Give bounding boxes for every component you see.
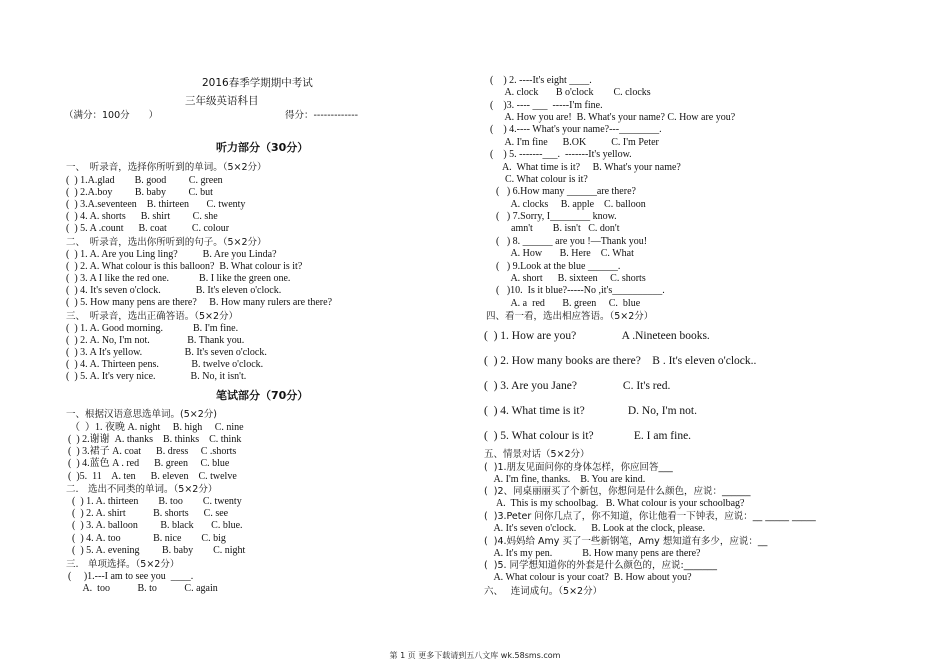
right-line: C. What colour is it?	[490, 174, 588, 185]
left-line: 笔试部分（70分）	[216, 389, 309, 402]
left-line: ( ) 1. A. Are you Ling ling? B. Are you Linda?	[66, 249, 277, 260]
right-line: ( )2、同桌丽丽买了个新包，你想问是什么颜色，应说：______	[484, 486, 751, 497]
left-line: ( ) 2. A. No, I'm not. B. Thank you.	[66, 335, 245, 346]
right-line: amn't B. isn't C. don't	[496, 223, 620, 234]
left-line: ( ) 3.A.seventeen B. thirteen C. twenty	[66, 199, 246, 210]
right-line: A. I'm fine, thanks. B. You are kind.	[484, 474, 646, 485]
score-field: 得分：-------------	[285, 110, 359, 121]
right-line: 六、 连词成句。（5×2分）	[484, 586, 603, 597]
right-line: 五、情景对话（5×2分）	[484, 449, 590, 460]
left-line: 听力部分（30分）	[216, 141, 309, 154]
left-line: ( ) 4.蓝色 A . red B. green C. blue	[68, 458, 230, 469]
left-line: ( ) 3. A It's yellow. B. It's seven o'clock.	[66, 347, 267, 358]
right-line: ( )3. ---- ___ -----I'm fine.	[490, 100, 603, 111]
right-line: ( )10. Is it blue?-----No ,it's__________.	[496, 285, 665, 296]
right-line: ( )1.朋友见面问你的身体怎样，你应回答___	[484, 462, 673, 473]
right-line: ( )4.妈妈给 Amy 买了一些新钢笔，Amy 想知道有多少，应说：__	[484, 536, 768, 547]
left-line: ( ) 3. A. balloon B. black C. blue.	[72, 520, 243, 531]
left-line: ( ) 2. A. shirt B. shorts C. see	[72, 508, 229, 519]
right-line: 四、看一看，选出相应答语。（5×2分）	[486, 311, 654, 322]
left-line: ( ) 5. A. It's very nice. B. No, it isn't.	[66, 371, 247, 382]
left-line: 一、根据汉语意思选单词。(5×2分)	[66, 409, 217, 420]
exam-title: 2016春季学期期中考试	[202, 77, 313, 89]
left-line: 二、 听录音，选出你所听到的句子。（5×2分）	[66, 237, 267, 248]
left-line: ( ) 4. A. too B. nice C. big	[72, 533, 226, 544]
left-line: ( ) 2.谢谢 A. thanks B. thinks C. think	[68, 434, 242, 445]
left-line: ( ) 5. A. evening B. baby C. night	[72, 545, 246, 556]
left-line: A. too B. to C. again	[68, 583, 218, 594]
right-line: ( )3.Peter 问你几点了，你不知道，你让他看一下钟表，应说：__ _____ _____	[484, 511, 816, 522]
right-line: ( ) 8. ______ are you !—Thank you!	[496, 236, 648, 247]
right-line: ( ) 9.Look at the blue ______.	[496, 261, 621, 272]
left-line: ( ) 5. How many pens are there? B. How many rulers are there?	[66, 297, 333, 308]
left-line: ( ) 4. A. Thirteen pens. B. twelve o'clock.	[66, 359, 264, 370]
right-line: A. short B. sixteen C. shorts	[496, 273, 646, 284]
left-line: 一、 听录音，选择你所听到的单词。（5×2分）	[66, 162, 267, 173]
right-line: A. It's my pen. B. How many pens are there?	[484, 548, 701, 559]
full-score: （满分：100分 ）	[64, 110, 159, 121]
right-line: ( ) 5. -------___. -------It's yellow.	[490, 149, 632, 160]
right-line: A. What colour is your coat? B. How about you?	[484, 572, 692, 583]
exam-subtitle: 三年级英语科目	[185, 95, 259, 107]
right-line: ( ) 4. What time is it? D. No, I'm not.	[484, 405, 697, 417]
right-line: ( ) 3. Are you Jane? C. It's red.	[484, 380, 671, 392]
left-line: ( ) 1. A. Good morning. B. I'm fine.	[66, 323, 239, 334]
right-line: A. I'm fine B.OK C. I'm Peter	[490, 137, 659, 148]
right-line: ( ) 4.---- What's your name?---________.	[490, 124, 662, 135]
right-line: A. clock B o'clock C. clocks	[490, 87, 651, 98]
right-line: A. a red B. green C. blue	[496, 298, 641, 309]
left-line: ( ) 3.裙子 A. coat B. dress C .shorts	[68, 446, 237, 457]
right-line: A. This is my schoolbag. B. What colour is your schoolbag?	[484, 498, 745, 509]
left-line: ( ) 4. A. shorts B. shirt C. she	[66, 211, 218, 222]
left-line: ( )5. 11 A. ten B. eleven C. twelve	[68, 471, 237, 482]
right-line: ( ) 6.How many ______are there?	[496, 186, 636, 197]
right-line: A. How you are! B. What's your name? C. How are you?	[490, 112, 736, 123]
right-line: ( )5. 同学想知道你的外套是什么颜色的，应说:_______	[484, 560, 717, 571]
left-line: ( )1.---I am to see you ____.	[68, 571, 194, 582]
left-line: （ ）1. 夜晚 A. night B. high C. nine	[70, 422, 244, 433]
left-line: 三. 单项选择。（5×2分）	[66, 559, 180, 570]
right-line: A. How B. Here C. What	[496, 248, 634, 259]
right-line: ( ) 7.Sorry, I________ know.	[496, 211, 617, 222]
left-line: ( ) 1.A.glad B. good C. green	[66, 175, 223, 186]
right-line: ( ) 2. How many books are there? B . It's eleven o'clock..	[484, 355, 757, 367]
right-line: ( ) 2. ----It's eight ____.	[490, 75, 592, 86]
left-line: ( ) 1. A. thirteen B. too C. twenty	[72, 496, 242, 507]
left-line: 二. 选出不同类的单词。（5×2分）	[66, 484, 218, 495]
page-footer: 第 1 页 更多下载请到五八文库 wk.58sms.com	[389, 651, 561, 660]
left-line: ( ) 5. A .count B. coat C. colour	[66, 223, 230, 234]
left-line: ( ) 2.A.boy B. baby C. but	[66, 187, 213, 198]
right-line: ( ) 1. How are you? A .Nineteen books.	[484, 330, 710, 342]
left-line: 三、 听录音，选出正确答语。（5×2分）	[66, 311, 239, 322]
left-line: ( ) 4. It's seven o'clock. B. It's eleven o'clock.	[66, 285, 282, 296]
right-line: ( ) 5. What colour is it? E. I am fine.	[484, 430, 692, 442]
right-line: A. clocks B. apple C. balloon	[496, 199, 646, 210]
right-line: A. What time is it? B. What's your name?	[490, 162, 681, 173]
left-line: ( ) 3. A I like the red one. B. I like the green one.	[66, 273, 291, 284]
right-line: A. It's seven o'clock. B. Look at the clock, please.	[484, 523, 706, 534]
left-line: ( ) 2. A. What colour is this balloon? B. What colour is it?	[66, 261, 303, 272]
